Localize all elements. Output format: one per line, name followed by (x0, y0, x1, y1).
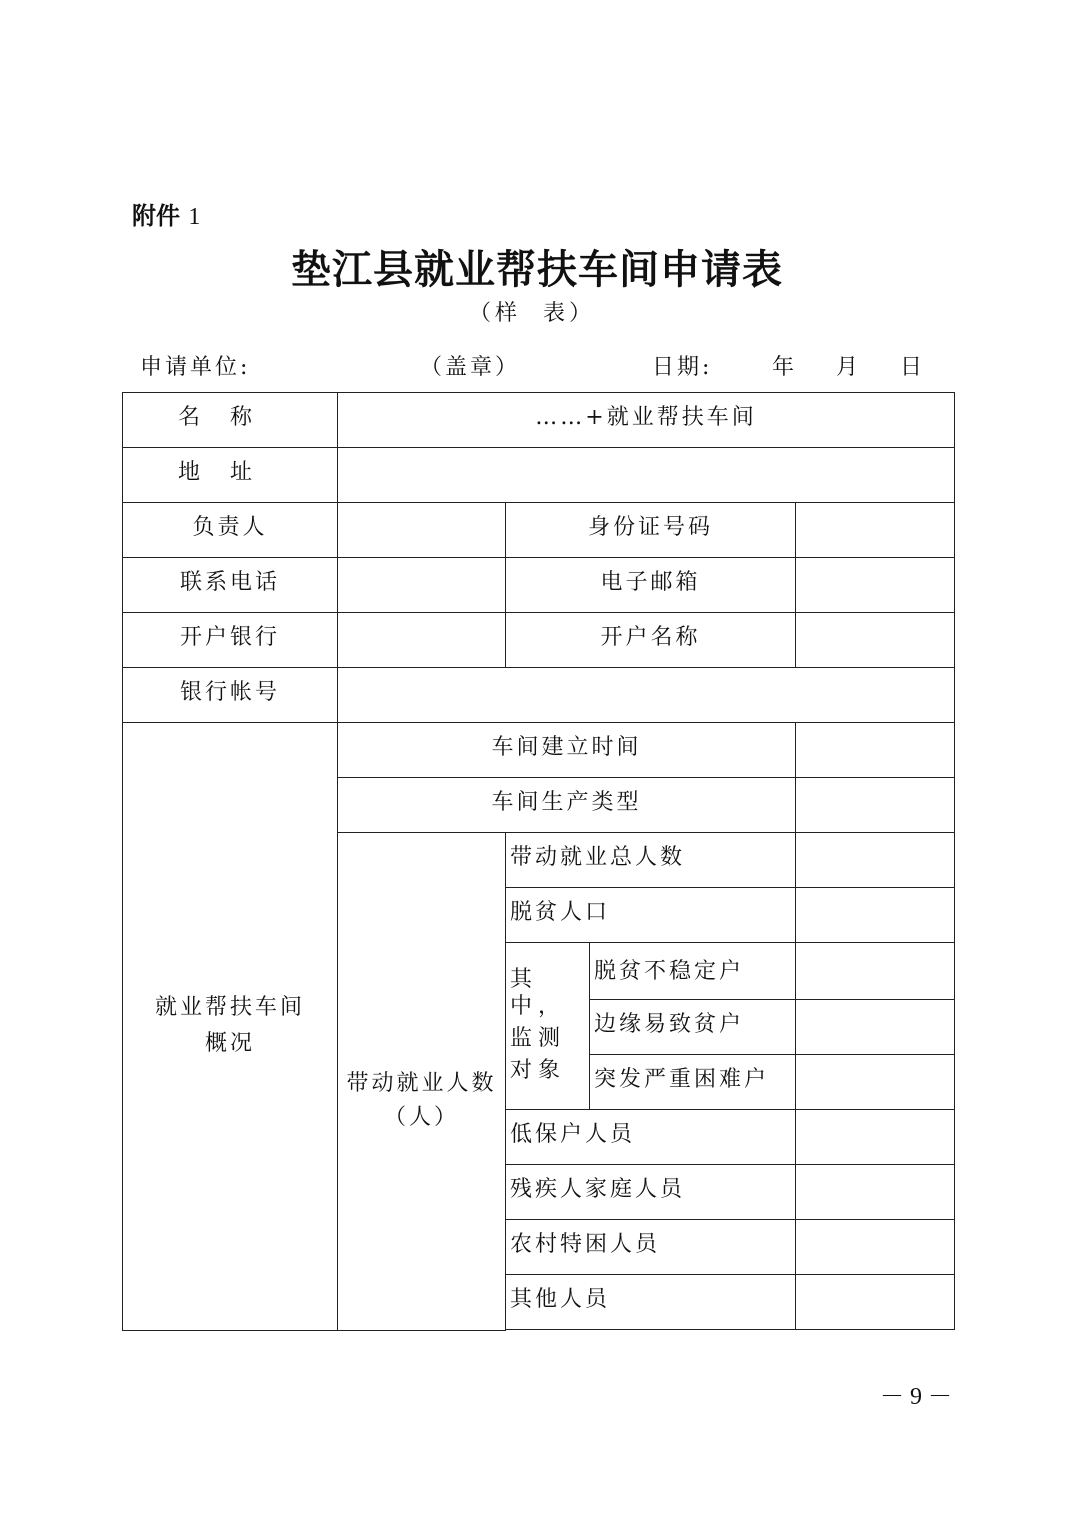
account-no-value[interactable] (338, 668, 955, 723)
bank-value[interactable] (338, 613, 506, 668)
employment-label-line-1: 带动就业人数 (346, 1070, 497, 1096)
account-name-label: 开户名称 (506, 613, 796, 668)
monitor-label-line-1: 其中， (510, 967, 567, 1019)
address-label: 地址 (123, 448, 338, 503)
row-phone (123, 558, 955, 613)
rural-special-label: 农村特困人员 (506, 1220, 796, 1275)
name-label: 名称 (123, 393, 338, 448)
application-form-table (122, 392, 955, 1331)
monitor-label (506, 943, 590, 1110)
month-label: 月 (836, 355, 862, 380)
manager-label: 负责人 (123, 503, 338, 558)
overview-label-line-1: 就业帮扶车间 (154, 994, 305, 1020)
sudden-value[interactable] (796, 1055, 955, 1110)
manager-value[interactable] (338, 503, 506, 558)
row-bank (123, 613, 955, 668)
row-manager (123, 503, 955, 558)
employment-label (338, 833, 506, 1331)
address-value[interactable] (338, 448, 955, 503)
total-label: 带动就业总人数 (506, 833, 796, 888)
date-label: 日期: (652, 355, 713, 380)
min-living-value[interactable] (796, 1110, 955, 1165)
marginal-label: 边缘易致贫户 (590, 1000, 796, 1055)
attachment-text: 附件 (132, 202, 180, 230)
attachment-label (132, 196, 200, 231)
monitor-label-line-3: 对象 (510, 1058, 567, 1084)
marginal-value[interactable] (796, 1000, 955, 1055)
bank-label: 开户银行 (123, 613, 338, 668)
others-value[interactable] (796, 1275, 955, 1330)
production-type-value[interactable] (796, 778, 955, 833)
unstable-label: 脱贫不稳定户 (590, 943, 796, 1000)
monitor-label-line-2: 监测 (510, 1026, 567, 1051)
email-label: 电子邮箱 (506, 558, 796, 613)
id-label: 身份证号码 (506, 503, 796, 558)
form-title: 垫江县就业帮扶车间申请表 (291, 247, 783, 293)
established-value[interactable] (796, 723, 955, 778)
id-value[interactable] (796, 503, 955, 558)
phone-label: 联系电话 (123, 558, 338, 613)
rural-special-value[interactable] (796, 1220, 955, 1275)
row-name (123, 393, 955, 448)
name-value[interactable]: ……+就业帮扶车间 (338, 393, 955, 448)
spacer-cell (506, 1330, 590, 1331)
min-living-label: 低保户人员 (506, 1110, 796, 1165)
disabled-label: 残疾人家庭人员 (506, 1165, 796, 1220)
form-subtitle: （样 表） (469, 301, 595, 326)
others-label: 其他人员 (506, 1275, 796, 1330)
email-value[interactable] (796, 558, 955, 613)
row-account-no (123, 668, 955, 723)
account-no-label: 银行帐号 (123, 668, 338, 723)
attachment-number: 1 (188, 204, 201, 230)
overview-label-line-2: 概况 (204, 1031, 255, 1057)
account-name-value[interactable] (796, 613, 955, 668)
sudden-label: 突发严重困难户 (590, 1055, 796, 1110)
row-established (123, 723, 955, 778)
poverty-relief-value[interactable] (796, 888, 955, 943)
row-address (123, 448, 955, 503)
unstable-value[interactable] (796, 943, 955, 1000)
day-label: 日 (900, 355, 926, 380)
production-type-label: 车间生产类型 (338, 778, 796, 833)
page-number: － 9 － (880, 1384, 952, 1410)
phone-value[interactable] (338, 558, 506, 613)
poverty-relief-label: 脱贫人口 (506, 888, 796, 943)
overview-label (123, 723, 338, 1331)
disabled-value[interactable] (796, 1165, 955, 1220)
seal-label: （盖章） (420, 355, 521, 380)
total-value[interactable] (796, 833, 955, 888)
year-label: 年 (772, 355, 798, 380)
established-label: 车间建立时间 (338, 723, 796, 778)
employment-label-line-2: （人） (383, 1105, 459, 1131)
applicant-label: 申请单位: (140, 355, 251, 380)
